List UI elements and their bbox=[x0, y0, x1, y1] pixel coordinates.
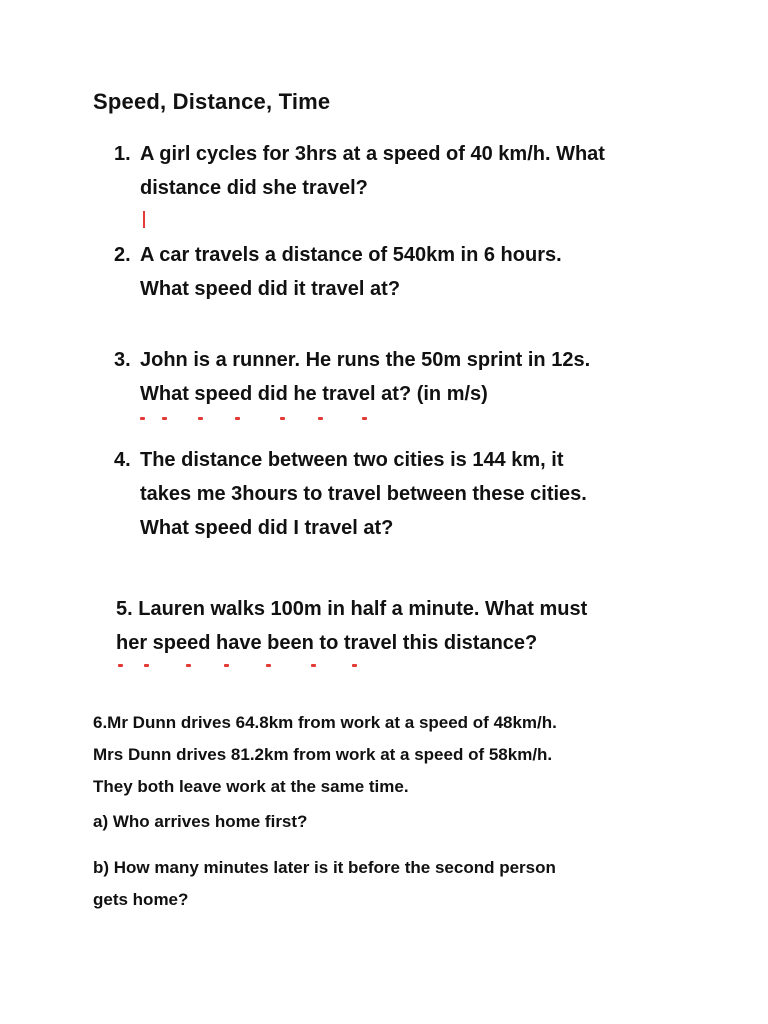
question-text-line: The distance between two cities is 144 km, it bbox=[140, 449, 564, 471]
question-text-line: b) How many minutes later is it before the second person bbox=[93, 858, 556, 877]
page-title: Speed, Distance, Time bbox=[93, 89, 331, 114]
question-text-line: distance did she travel? bbox=[140, 177, 368, 199]
question-6 bbox=[93, 707, 557, 803]
question-text-line: They both leave work at the same time. bbox=[93, 777, 409, 796]
question-number: 2. bbox=[114, 244, 131, 266]
question-text-line: takes me 3hours to travel between these cities. bbox=[140, 483, 587, 505]
question-text-line: gets home? bbox=[93, 890, 189, 909]
question-1 bbox=[114, 137, 605, 205]
question-number: 4. bbox=[114, 449, 131, 471]
question-5 bbox=[116, 592, 587, 660]
question-text-line: John is a runner. He runs the 50m sprint in 12s. bbox=[140, 349, 591, 371]
question-text-line: her speed have been to travel this distance? bbox=[116, 632, 538, 654]
cropped-red-annotation bbox=[140, 417, 380, 420]
question-text-line: 5. Lauren walks 100m in half a minute. What must bbox=[116, 598, 588, 620]
question-3 bbox=[114, 343, 591, 411]
question-text-line: What speed did I travel at? bbox=[140, 517, 394, 539]
question-6-part-a: a) Who arrives home first? bbox=[93, 812, 308, 831]
question-text-line: What speed did he travel at? (in m/s) bbox=[140, 383, 488, 405]
question-text-line: What speed did it travel at? bbox=[140, 278, 401, 300]
question-text-line: A car travels a distance of 540km in 6 hours. bbox=[140, 244, 562, 266]
question-text-line: A girl cycles for 3hrs at a speed of 40 km/h. What bbox=[140, 143, 605, 165]
question-4 bbox=[114, 443, 587, 545]
question-2 bbox=[114, 238, 562, 306]
question-6-part-b bbox=[93, 852, 556, 916]
question-number: 3. bbox=[114, 349, 131, 371]
question-number: 1. bbox=[114, 143, 131, 165]
question-text-line: Mrs Dunn drives 81.2km from work at a speed of 58km/h. bbox=[93, 745, 553, 764]
question-text-line: 6.Mr Dunn drives 64.8km from work at a speed of 48km/h. bbox=[93, 713, 557, 732]
cropped-red-annotation bbox=[116, 664, 366, 667]
text-cursor-mark bbox=[143, 211, 145, 228]
